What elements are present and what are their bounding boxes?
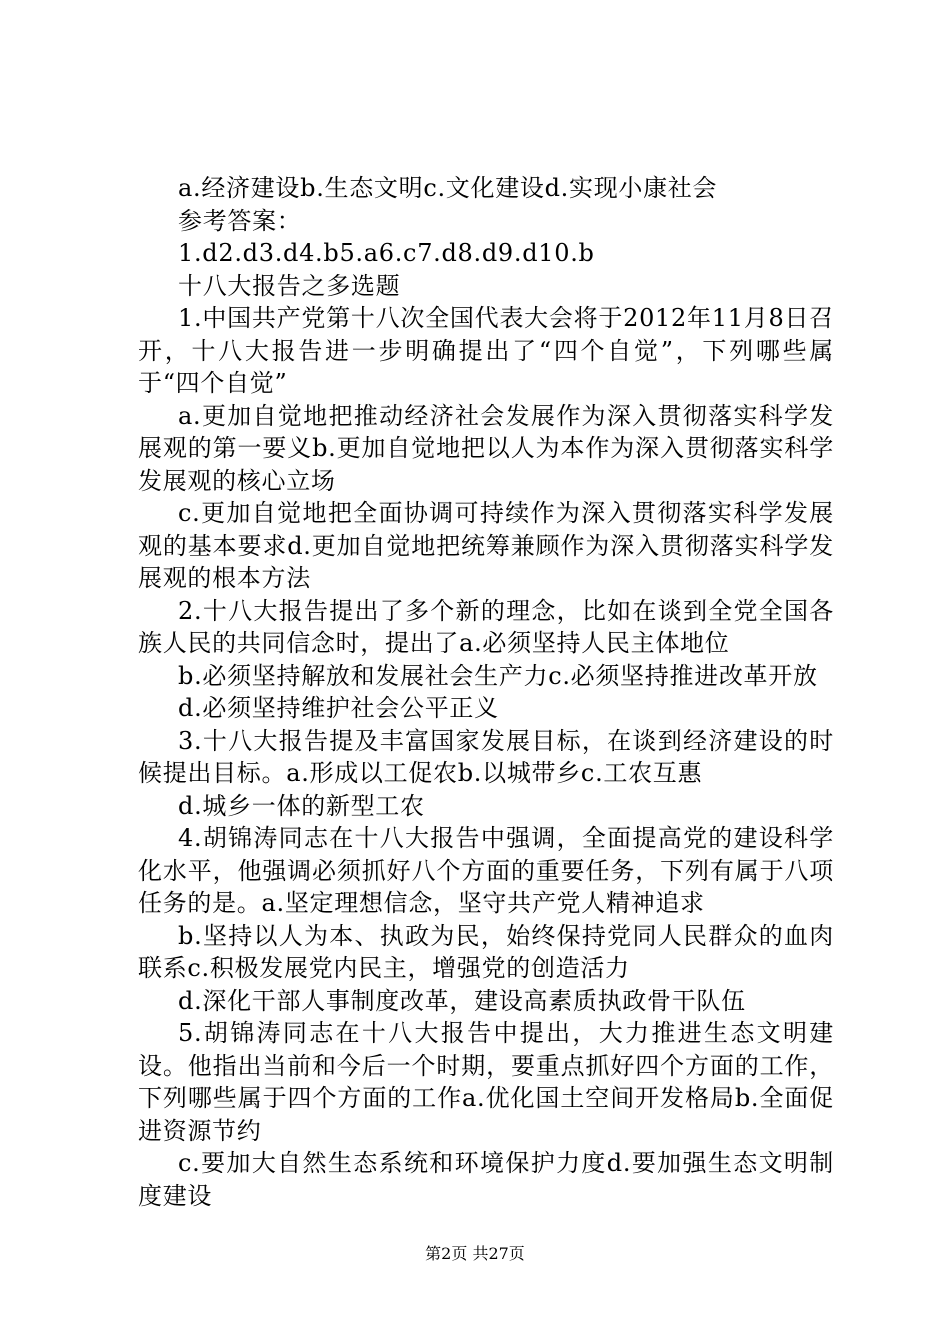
option-paragraph: a.更加自觉地把推动经济社会发展作为深入贯彻落实科学发展观的第一要义b.更加自觉地把以人为本作为深入贯彻落实科学发展观的核心立场 (138, 401, 834, 495)
section-heading: 十八大报告之多选题 (178, 271, 401, 300)
paragraph: a.经济建设b.生态文明c.文化建设d.实现小康社会 (178, 174, 718, 202)
question-paragraph: 2.十八大报告提出了多个新的理念，比如在谈到全党全国各族人民的共同信念时，提出了a.必须坚持人民主体地位 (138, 596, 834, 657)
question-paragraph: 3.十八大报告提及丰富国家发展目标，在谈到经济建设的时候提出目标。a.形成以工促农b.以城带乡c.工农互惠 (138, 726, 834, 787)
paragraph: 1.d2.d3.d4.b5.a6.c7.d8.d9.d10.b (178, 239, 595, 267)
question-paragraph: 5.胡锦涛同志在十八大报告中提出，大力推进生态文明建设。他指出当前和今后一个时期，要重点抓好四个方面的工作，下列哪些属于四个方面的工作a.优化国土空间开发格局b.全面促进资源节约 (138, 1019, 834, 1145)
option-paragraph: d.深化干部人事制度改革，建设高素质执政骨干队伍 (178, 986, 746, 1015)
question-paragraph: 4.胡锦涛同志在十八大报告中强调，全面提高党的建设科学化水平，他强调必须抓好八个方面的重要任务，下列有属于八项任务的是。a.坚定理想信念，坚守共产党人精神追求 (138, 824, 834, 917)
option-paragraph: c.更加自觉地把全面协调可持续作为深入贯彻落实科学发展观的基本要求d.更加自觉地把统筹兼顾作为深入贯彻落实科学发展观的根本方法 (138, 499, 834, 592)
option-paragraph: b.必须坚持解放和发展社会生产力c.必须坚持推进改革开放 (178, 661, 818, 690)
option-paragraph: b.坚持以人为本、执政为民，始终保持党同人民群众的血肉联系c.积极发展党内民主，增强党的创造活力 (138, 921, 834, 982)
option-paragraph: c.要加大自然生态系统和环境保护力度d.要加强生态文明制度建设 (138, 1149, 834, 1210)
question-paragraph: 1.中国共产党第十八次全国代表大会将于2012年11月8日召开，十八大报告进一步明确提出了“四个自觉”，下列哪些属于“四个自觉” (138, 304, 834, 397)
option-paragraph: d.城乡一体的新型工农 (178, 791, 425, 820)
paragraph: 参考答案： (178, 206, 302, 235)
option-paragraph: d.必须坚持维护社会公平正义 (178, 694, 499, 722)
document-body (138, 172, 834, 1212)
page-footer: 第2页 共27页 (425, 1244, 525, 1263)
